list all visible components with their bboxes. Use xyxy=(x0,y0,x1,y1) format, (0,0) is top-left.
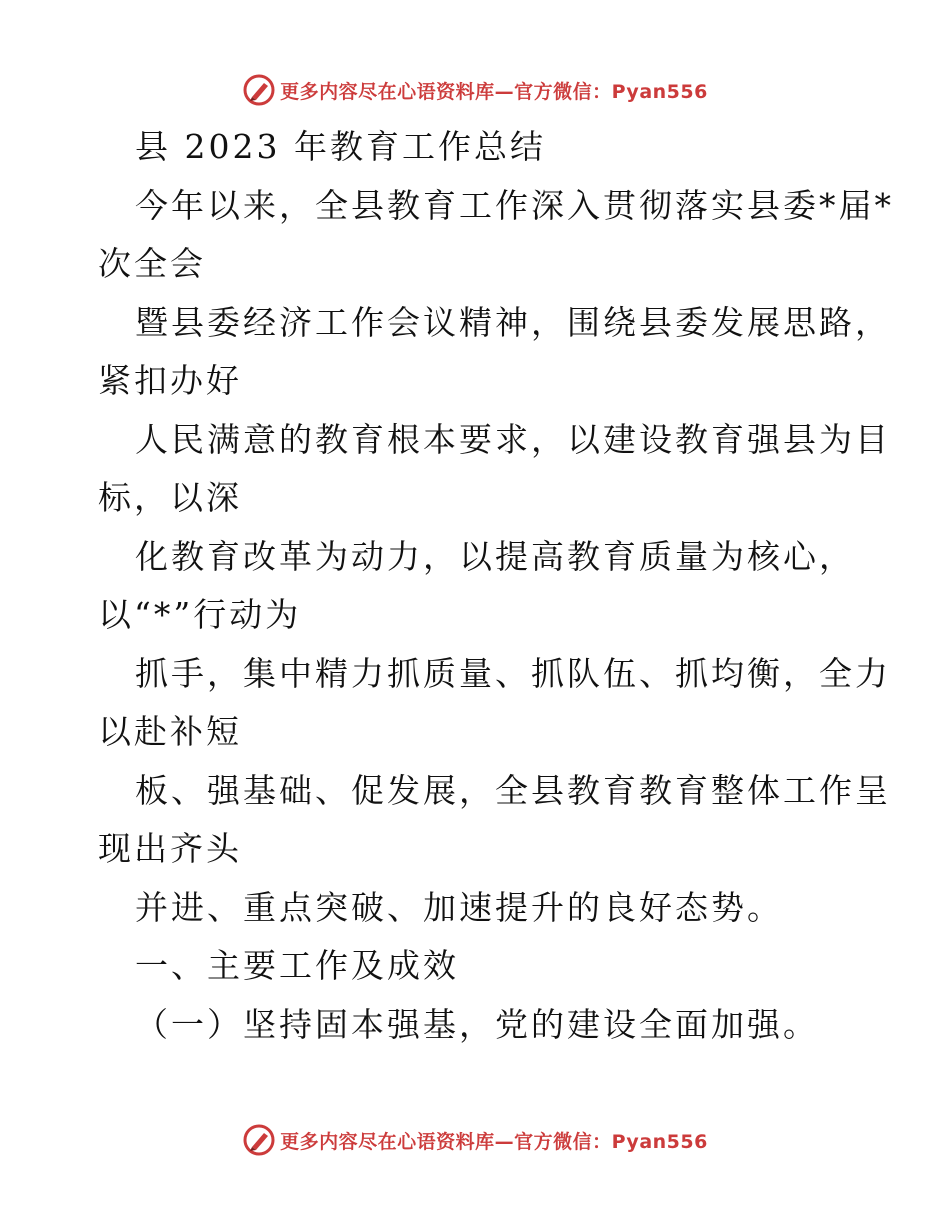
text-line: 现出齐头 xyxy=(98,829,242,868)
watermark-text: 更多内容尽在心语资料库—官方微信：Pyan556 xyxy=(280,1130,708,1153)
text-line: 一、主要工作及成效 xyxy=(135,946,459,985)
text-line: 并进、重点突破、加速提升的良好态势。 xyxy=(135,887,783,927)
text-line: 次全会 xyxy=(98,244,206,283)
text-line: 以“*”行动为 xyxy=(98,595,302,634)
watermark-text: 更多内容尽在心语资料库—官方微信：Pyan556 xyxy=(280,80,708,103)
text-line: 以赴补短 xyxy=(98,712,242,751)
watermark-banner-top xyxy=(0,70,950,110)
text-line: 化教育改革为动力，以提高教育质量为核心， xyxy=(135,536,855,576)
text-line: 抓手，集中精力抓质量、抓队伍、抓均衡，全力 xyxy=(135,653,891,693)
watermark-banner-bottom xyxy=(0,1120,950,1160)
document-body xyxy=(98,118,894,1054)
text-line: 人民满意的教育根本要求，以建设教育强县为目 xyxy=(135,419,891,459)
text-line: 今年以来，全县教育工作深入贯彻落实县委*届* xyxy=(135,185,894,225)
text-line: （一）坚持固本强基，党的建设全面加强。 xyxy=(135,1004,819,1044)
text-line: 暨县委经济工作会议精神，围绕县委发展思路， xyxy=(135,302,891,342)
text-line: 县 2023 年教育工作总结 xyxy=(135,127,546,166)
text-line: 标，以深 xyxy=(98,478,242,517)
pen-logo-icon xyxy=(242,1123,276,1157)
text-line: 板、强基础、促发展，全县教育教育整体工作呈 xyxy=(135,770,891,810)
pen-logo-icon xyxy=(242,73,276,107)
text-line: 紧扣办好 xyxy=(98,361,242,400)
